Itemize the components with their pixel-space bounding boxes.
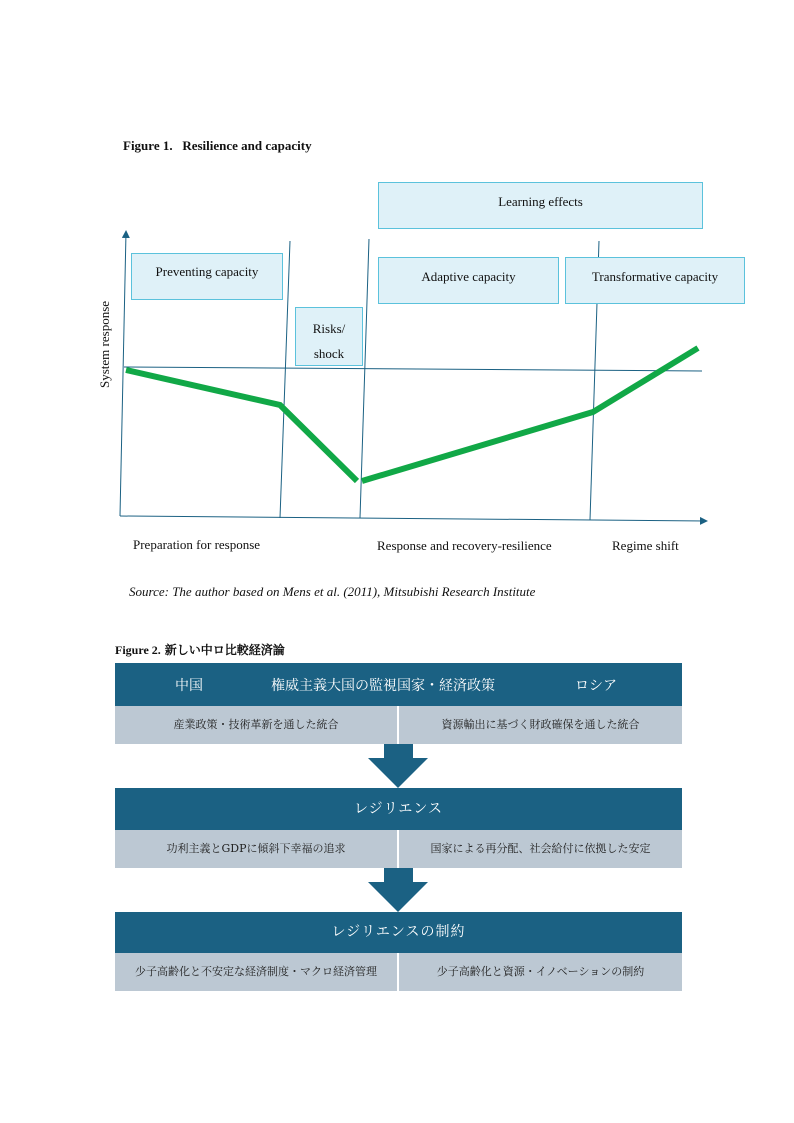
x-label-regime: Regime shift <box>612 538 679 553</box>
row1-right-cell <box>399 706 682 744</box>
row3-left-text: 少子高齢化と不安定な経済制度・マクロ経済管理 <box>135 965 377 978</box>
learning-effects-label: Learning effects <box>498 194 583 209</box>
x-axis <box>120 516 706 521</box>
band1-russia: ロシア <box>575 678 617 694</box>
down-arrow-2 <box>368 868 428 912</box>
recovery-curve <box>362 348 698 481</box>
x-label-response: Response and recovery-resilience <box>377 538 552 553</box>
baseline <box>124 367 702 371</box>
row1-right-text: 資源輸出に基づく財政確保を通した統合 <box>441 718 640 731</box>
preventing-capacity-box <box>131 253 283 300</box>
transformative-capacity-label: Transformative capacity <box>591 269 719 284</box>
figure2-title <box>115 641 285 659</box>
transformative-capacity-box <box>565 257 745 304</box>
preventing-capacity-label: Preventing capacity <box>155 264 259 279</box>
row3-right-cell <box>399 953 682 991</box>
down-arrow-1 <box>368 744 428 788</box>
adaptive-capacity-box <box>378 257 559 304</box>
figure2-title-jp: 新しい中ロ比較経済論 <box>164 643 285 657</box>
figure1-title: Figure 1. Resilience and capacity <box>123 138 312 153</box>
row1-left-cell <box>115 706 397 744</box>
x-label-preparation: Preparation for response <box>133 537 261 552</box>
y-axis <box>120 232 126 516</box>
row3-right-text: 少子高齢化と資源・イノベーションの制約 <box>436 965 645 978</box>
figure1-source: Source: The author based on Mens et al. (2011), Mitsubishi Research Institute <box>129 584 536 599</box>
band1-center: 権威主義大国の監視国家・経済政策 <box>271 678 495 694</box>
row2-right-text: 国家による再分配、社会給付に依拠した安定 <box>430 842 651 855</box>
band-resilience-constraints <box>115 912 682 953</box>
band2-title: レジリエンス <box>354 801 443 817</box>
response-curve <box>126 370 357 481</box>
band-authoritarian <box>115 663 682 706</box>
learning-effects-box <box>378 182 703 229</box>
band1-china: 中国 <box>175 678 203 694</box>
row2-right-cell <box>399 830 682 868</box>
figure2-title-prefix: Figure 2. <box>115 643 161 657</box>
band3-title: レジリエンスの制約 <box>331 924 466 940</box>
row1-left-text: 産業政策・技術革新を通した統合 <box>173 718 339 731</box>
risks-shock-box <box>295 307 363 366</box>
row3-left-cell <box>115 953 397 991</box>
divider-2 <box>360 239 369 518</box>
row2-left-text: 功利主義とGDPに傾斜下幸福の追求 <box>166 842 346 855</box>
y-axis-label: System response <box>97 300 112 388</box>
shock-label: shock <box>313 346 345 361</box>
band-resilience <box>115 788 682 830</box>
row2-left-cell <box>115 830 397 868</box>
risks-label: Risks/ <box>312 321 346 336</box>
adaptive-capacity-label: Adaptive capacity <box>421 269 516 284</box>
